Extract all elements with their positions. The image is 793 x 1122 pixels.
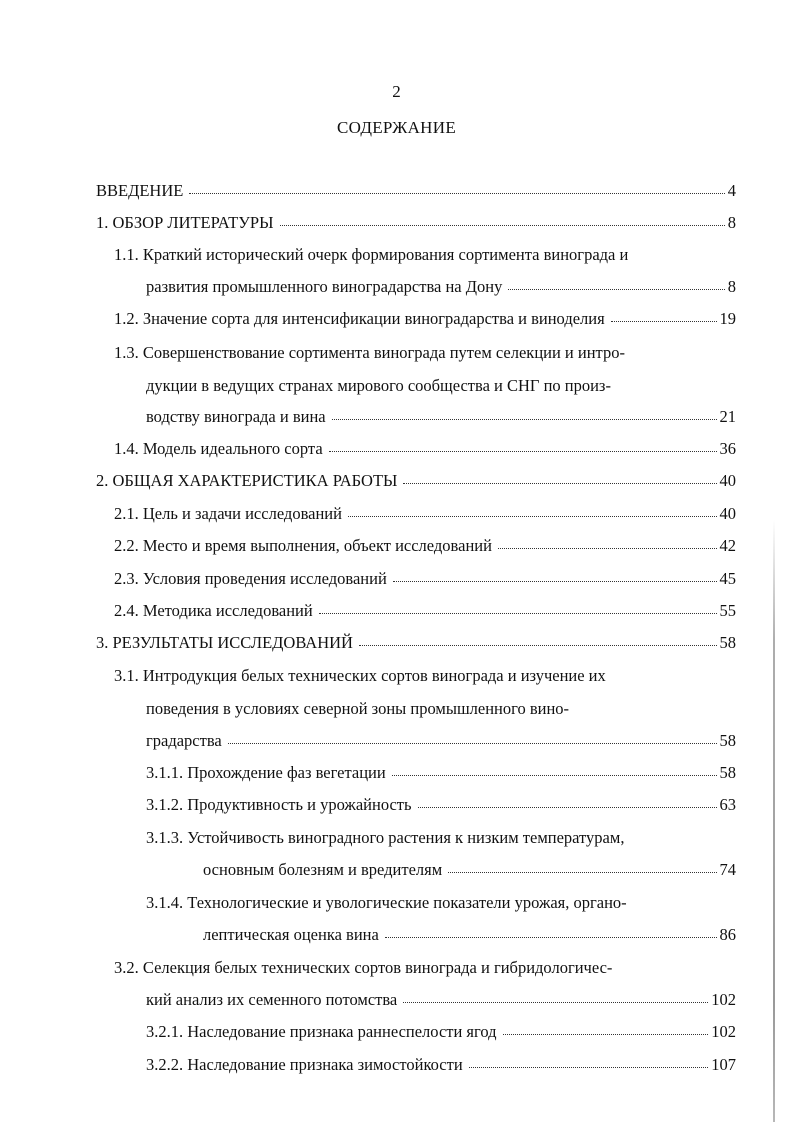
toc-entry-text: лептическая оценка вина (203, 925, 379, 944)
toc-leader (332, 408, 717, 422)
toc-leader (418, 796, 717, 810)
toc-entry-page: 102 (711, 1022, 736, 1041)
toc-entry[interactable] (146, 828, 736, 848)
toc-entry[interactable] (114, 245, 736, 265)
toc-entry-text: 1.3. Совершенствование сортимента винограда путем селекции и интро- (114, 343, 625, 362)
toc-entry-page: 40 (719, 504, 736, 523)
toc-leader (359, 634, 717, 648)
toc-entry-continuation[interactable] (146, 407, 736, 427)
toc-entry-text: 3.1.1. Прохождение фаз вегетации (146, 763, 386, 782)
toc-leader (393, 570, 717, 584)
toc-entry-text: 2.3. Условия проведения исследований (114, 569, 387, 588)
toc-entry-text: 3.1.3. Устойчивость виноградного растения к низким температурам, (146, 828, 625, 847)
toc-leader (385, 926, 717, 940)
toc-entry-text: дукции в ведущих странах мирового сообщества и СНГ по произ- (146, 376, 611, 395)
toc-entry-page: 8 (727, 213, 736, 232)
toc-leader (503, 1023, 709, 1037)
toc-entry-text: кий анализ их семенного потомства (146, 990, 398, 1009)
toc-entry-text: 3.1.4. Технологические и увологические показатели урожая, органо- (146, 893, 627, 912)
toc-entry[interactable] (96, 213, 736, 233)
toc-entry-text: 2.2. Место и время выполнения, объект исследований (114, 536, 492, 555)
toc-entry[interactable] (146, 1022, 736, 1042)
toc-entry[interactable] (114, 343, 736, 363)
toc-entry-text: 2. ОБЩАЯ ХАРАКТЕРИСТИКА РАБОТЫ (96, 471, 398, 490)
toc-entry[interactable] (114, 439, 736, 459)
toc-leader (611, 310, 717, 324)
toc-entry-continuation[interactable] (203, 860, 736, 880)
toc-leader (508, 278, 724, 292)
toc-entry-text: 3. РЕЗУЛЬТАТЫ ИССЛЕДОВАНИЙ (96, 633, 353, 652)
toc-entry-page: 36 (719, 439, 736, 458)
toc-entry-page: 4 (727, 181, 736, 200)
toc-entry[interactable] (114, 958, 736, 978)
toc-entry-page: 74 (719, 860, 736, 879)
toc-entry[interactable] (114, 536, 736, 556)
toc-entry-page: 8 (727, 277, 736, 296)
toc-leader (319, 602, 717, 616)
toc-leader (280, 214, 725, 228)
toc-entry[interactable] (114, 309, 736, 329)
toc-entry-continuation[interactable] (146, 699, 736, 719)
toc-entry-text: развития промышленного виноградарства на Дону (146, 277, 503, 296)
toc-entry-text: 1.1. Краткий исторический очерк формирования сортимента винограда и (114, 245, 629, 264)
toc-entry[interactable] (96, 181, 736, 201)
toc-entry-text: 3.2.2. Наследование признака зимостойкости (146, 1055, 463, 1074)
toc-entry[interactable] (146, 763, 736, 783)
toc-entry[interactable] (114, 504, 736, 524)
toc-leader (348, 505, 717, 519)
toc-entry[interactable] (146, 1055, 736, 1075)
toc-entry-continuation[interactable] (146, 277, 736, 297)
toc-leader (498, 537, 717, 551)
toc-entry[interactable] (96, 471, 736, 491)
toc-entry-text: 3.1. Интродукция белых технических сортов винограда и изучение их (114, 666, 606, 685)
toc-entry[interactable] (146, 795, 736, 815)
toc-entry-page: 86 (719, 925, 736, 944)
toc-entry-page: 58 (719, 731, 736, 750)
toc-entry-page: 63 (719, 795, 736, 814)
toc-entry[interactable] (114, 666, 736, 686)
toc-entry[interactable] (114, 569, 736, 589)
toc-entry-page: 42 (719, 536, 736, 555)
toc-entry-page: 19 (719, 309, 736, 328)
toc-entry-text: ВВЕДЕНИЕ (96, 181, 184, 200)
toc-entry-text: 1.2. Значение сорта для интенсификации виноградарства и виноделия (114, 309, 605, 328)
toc-entry[interactable] (96, 633, 736, 653)
toc-entry-page: 102 (711, 990, 736, 1009)
toc-entry-text: основным болезням и вредителям (203, 860, 443, 879)
toc-entry-text: 1. ОБЗОР ЛИТЕРАТУРЫ (96, 213, 274, 232)
toc-entry-text: 3.2. Селекция белых технических сортов винограда и гибридологичес- (114, 958, 613, 977)
toc-entry-page: 55 (719, 601, 736, 620)
toc-leader (329, 440, 717, 454)
toc-leader (403, 472, 716, 486)
toc-entry-page: 40 (719, 471, 736, 490)
toc-entry-text: 3.2.1. Наследование признака раннеспелости ягод (146, 1022, 497, 1041)
toc-entry-text: 2.4. Методика исследований (114, 601, 313, 620)
toc-leader (189, 182, 724, 196)
toc-entry[interactable] (114, 601, 736, 621)
scan-edge-shadow (773, 520, 775, 1122)
toc-entry-text: поведения в условиях северной зоны промышленного вино- (146, 699, 570, 718)
toc-leader (392, 764, 717, 778)
toc-entry-page: 58 (719, 633, 736, 652)
toc-entry-page: 21 (719, 407, 736, 426)
toc-entry-continuation[interactable] (203, 925, 736, 945)
toc-entry-text: градарства (146, 731, 222, 750)
toc-entry-text: 1.4. Модель идеального сорта (114, 439, 323, 458)
toc-leader (448, 861, 716, 875)
toc-entry-continuation[interactable] (146, 376, 736, 396)
toc-entry-text: 3.1.2. Продуктивность и урожайность (146, 795, 412, 814)
toc-leader (228, 732, 717, 746)
toc-entry-text: 2.1. Цель и задачи исследований (114, 504, 342, 523)
toc-entry-text: водству винограда и вина (146, 407, 326, 426)
page-number: 2 (392, 82, 401, 101)
toc-entry-page: 58 (719, 763, 736, 782)
toc-entry-page: 45 (719, 569, 736, 588)
toc-leader (403, 991, 708, 1005)
toc-title: СОДЕРЖАНИЕ (336, 118, 457, 137)
toc-leader (469, 1056, 709, 1070)
toc-entry-page: 107 (711, 1055, 736, 1074)
toc-entry[interactable] (146, 893, 736, 913)
toc-entry-continuation[interactable] (146, 731, 736, 751)
toc-entry-continuation[interactable] (146, 990, 736, 1010)
